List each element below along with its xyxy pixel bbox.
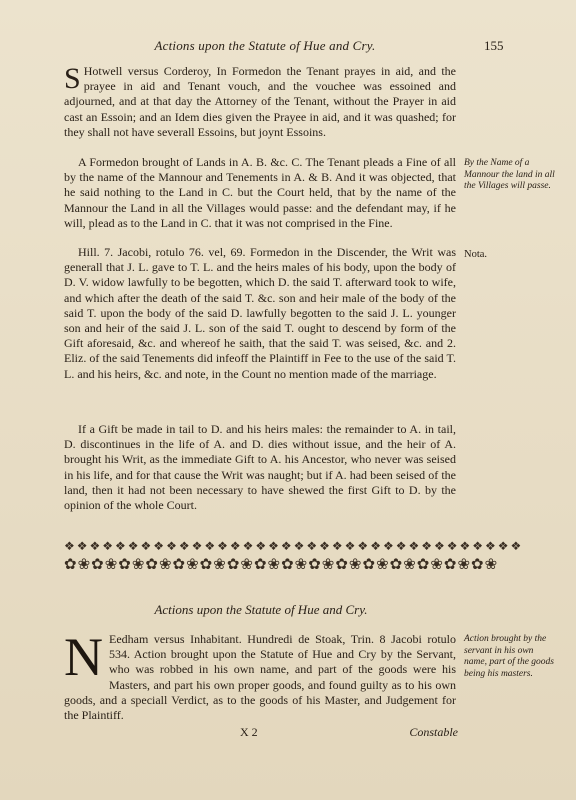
signature-mark: X 2 [240,725,258,739]
paragraph-needham [64,627,456,723]
running-head [0,38,576,56]
paragraph-formedon-fine: A Formedon brought of Lands in A. B. &c. C. The Tenant pleads a Fine of all by the name of the Mannour and Tenements in A. & B. And it was objected, that he said nothing to the Land in C. but the Court held, that by the name of the Mannour the Land in all the Villages would passe: and the defendant may, if he will, plead as to the Land in C. that it was not comprised in the Fine. [64,155,456,230]
page-number: 155 [484,38,504,53]
margin-note-servant: Action brought by the servant in his own name, part of the goods being his masters. [464,634,554,679]
paragraph-gift-in-tail: If a Gift be made in tail to D. and his heirs males: the remainder to A. in tail, D. discontinues in the life of A. and D. dies without issue, and the heir of A. brought his Writ, as the immediate Gift to A. his Ancestor, who never was seised in his life, and for that cause the Writ was naught; but if A. had been seised of the land, then it had not been necessary to have shewed the first Gift to D. by the opinion of the whole Court. [64,422,456,513]
page-footer [64,725,458,741]
paragraph-hill-jacobi: Hill. 7. Jacobi, rotulo 76. vel, 69. Formedon in the Discender, the Writ was generall that J. L. gave to T. L. and the heirs males of his body, upon the body of D. V. widow lawfully to be begotten, which D. the said T. afterward took to wife, and which after the death of the said T. &c. son and heir male of the body of the said T. upon the body of the said D. lawfully begotten to the said J. L. younger son and heir of the said J. L. son of the said T. ought to descend by form of the Gift aforesaid, &c. and whereof he saith, that the said T. was seised, &c. and 2. Eliz. of the said Tenements did infeoff the Plaintiff in Fee to the use of the said T. L. and his heirs, &c. and note, in the Count no mention made of the marriage. [64,245,456,381]
section-heading: Actions upon the Statute of Hue and Cry. [154,602,368,617]
drop-cap-n: N [64,627,103,687]
margin-note-mannour: By the Name of a Mannour the land in all the Villages will passe. [464,158,555,191]
paragraph-text: Eedham versus Inhabitant. Hundredi de Stoak, Trin. 8 Jacobi rotulo 534. Action brought upon the Statute of Hue and Cry by the Servant, who was robbed in his own name, and part of the goods were his Masters, and part his own proper goods, and found guilty as to his own goods, and a speciall Verdict, as to the goods of his Master, and Judgement for the Plaintiff. [64,632,456,723]
running-title: Actions upon the Statute of Hue and Cry. [154,38,376,53]
ornament-band-top: ❖❖❖❖❖❖❖❖❖❖❖❖❖❖❖❖❖❖❖❖❖❖❖❖❖❖❖❖❖❖❖❖❖❖❖❖ [64,539,524,553]
margin-note-nota: Nota. [464,249,488,260]
drop-cap-s: S [64,62,81,95]
ornament-band-bottom: ✿❀✿❀✿❀✿❀✿❀✿❀✿❀✿❀✿❀✿❀✿❀✿❀✿❀✿❀✿❀✿❀ [64,557,499,573]
paragraph-shotwell [64,64,456,140]
catchword: Constable [409,725,458,739]
paragraph-text: Hotwell versus Corderoy, In Formedon the Tenant prayes in aid, and the prayee in aid and Tenant vouch, and the vouchee was essoined and adjourned, and at that day the Attorney of the Tenant, without the Prayer in aid cast an Essoin; and an Idem dies given the Prayee in aid, and it was quashed; for they shall not have severall Essoins, but joynt Essoins. [64,64,456,139]
